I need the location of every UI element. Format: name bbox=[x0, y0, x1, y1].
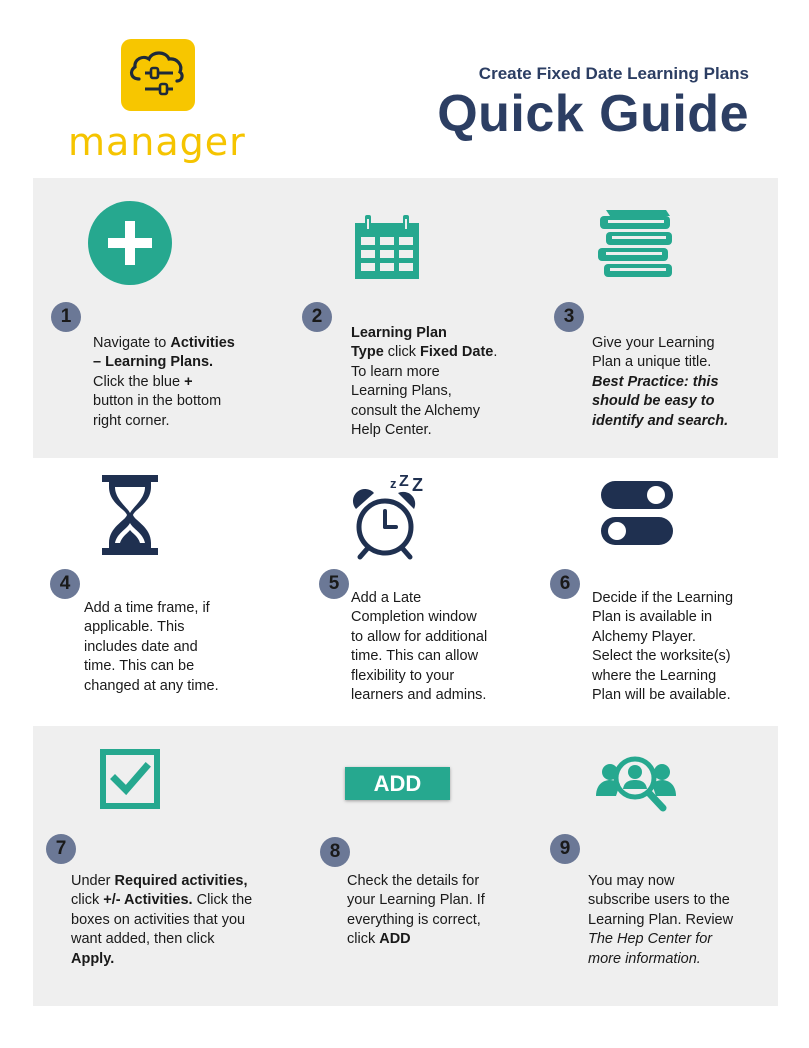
step-6-text: Decide if the Learning Plan is available in Alchemy Player. Select the worksite(s) where the Learning Plan will be available. bbox=[592, 590, 734, 704]
step-2-badge: 2 bbox=[302, 302, 332, 332]
step-8-badge: 8 bbox=[320, 837, 350, 867]
page-title: Quick Guide bbox=[437, 85, 749, 143]
step-3-text: Give your Learning Plan a unique title. Best Practice: this should be easy to identify and search. bbox=[592, 335, 729, 429]
alarm-clock-icon bbox=[352, 473, 430, 561]
svg-text:Z: Z bbox=[399, 473, 409, 490]
step-1-text: Navigate to Activities – Learning Plans. Click the blue + button in the bottom right corner. bbox=[93, 335, 235, 429]
step-8-text: Check the details for your Learning Plan. If everything is correct, click ADD bbox=[347, 873, 485, 948]
step-6-badge: 6 bbox=[550, 569, 580, 599]
logo-wordmark: manager bbox=[68, 120, 246, 164]
svg-text:z: z bbox=[390, 476, 397, 491]
page-subtitle: Create Fixed Date Learning Plans bbox=[478, 64, 749, 83]
step-3-badge: 3 bbox=[554, 302, 584, 332]
hourglass-icon bbox=[102, 475, 158, 555]
step-9-text: You may now subscribe users to the Learning Plan. Review The Hep Center for more information. bbox=[588, 873, 734, 967]
step-4-badge: 4 bbox=[50, 569, 80, 599]
step-9-badge: 9 bbox=[550, 834, 580, 864]
add-button-icon: ADD bbox=[345, 767, 450, 800]
svg-text:Z: Z bbox=[412, 475, 423, 495]
step-5-text: Add a Late Completion window to allow for additional time. This can allow flexibility to your learners and admins. bbox=[351, 590, 488, 704]
toggle-switches-icon bbox=[601, 479, 673, 549]
step-7-text: Under Required activities, click +/- Activities. Click the boxes on activities that you want added, then click Apply. bbox=[71, 873, 253, 967]
step-2-text: Learning Plan Type click Fixed Date. To learn more Learning Plans, consult the Alchemy Help Center. bbox=[351, 325, 498, 439]
step-1-badge: 1 bbox=[51, 302, 81, 332]
checkbox-icon bbox=[100, 749, 160, 809]
cloud-sliders-icon bbox=[121, 39, 195, 111]
calendar-icon bbox=[353, 213, 421, 281]
logo-badge bbox=[121, 39, 195, 111]
plus-circle-icon bbox=[88, 201, 172, 285]
step-5-badge: 5 bbox=[319, 569, 349, 599]
books-icon bbox=[596, 208, 676, 278]
step-7-badge: 7 bbox=[46, 834, 76, 864]
user-search-icon bbox=[596, 752, 676, 814]
step-4-text: Add a time frame, if applicable. This includes date and time. This can be changed at any time. bbox=[84, 600, 219, 694]
